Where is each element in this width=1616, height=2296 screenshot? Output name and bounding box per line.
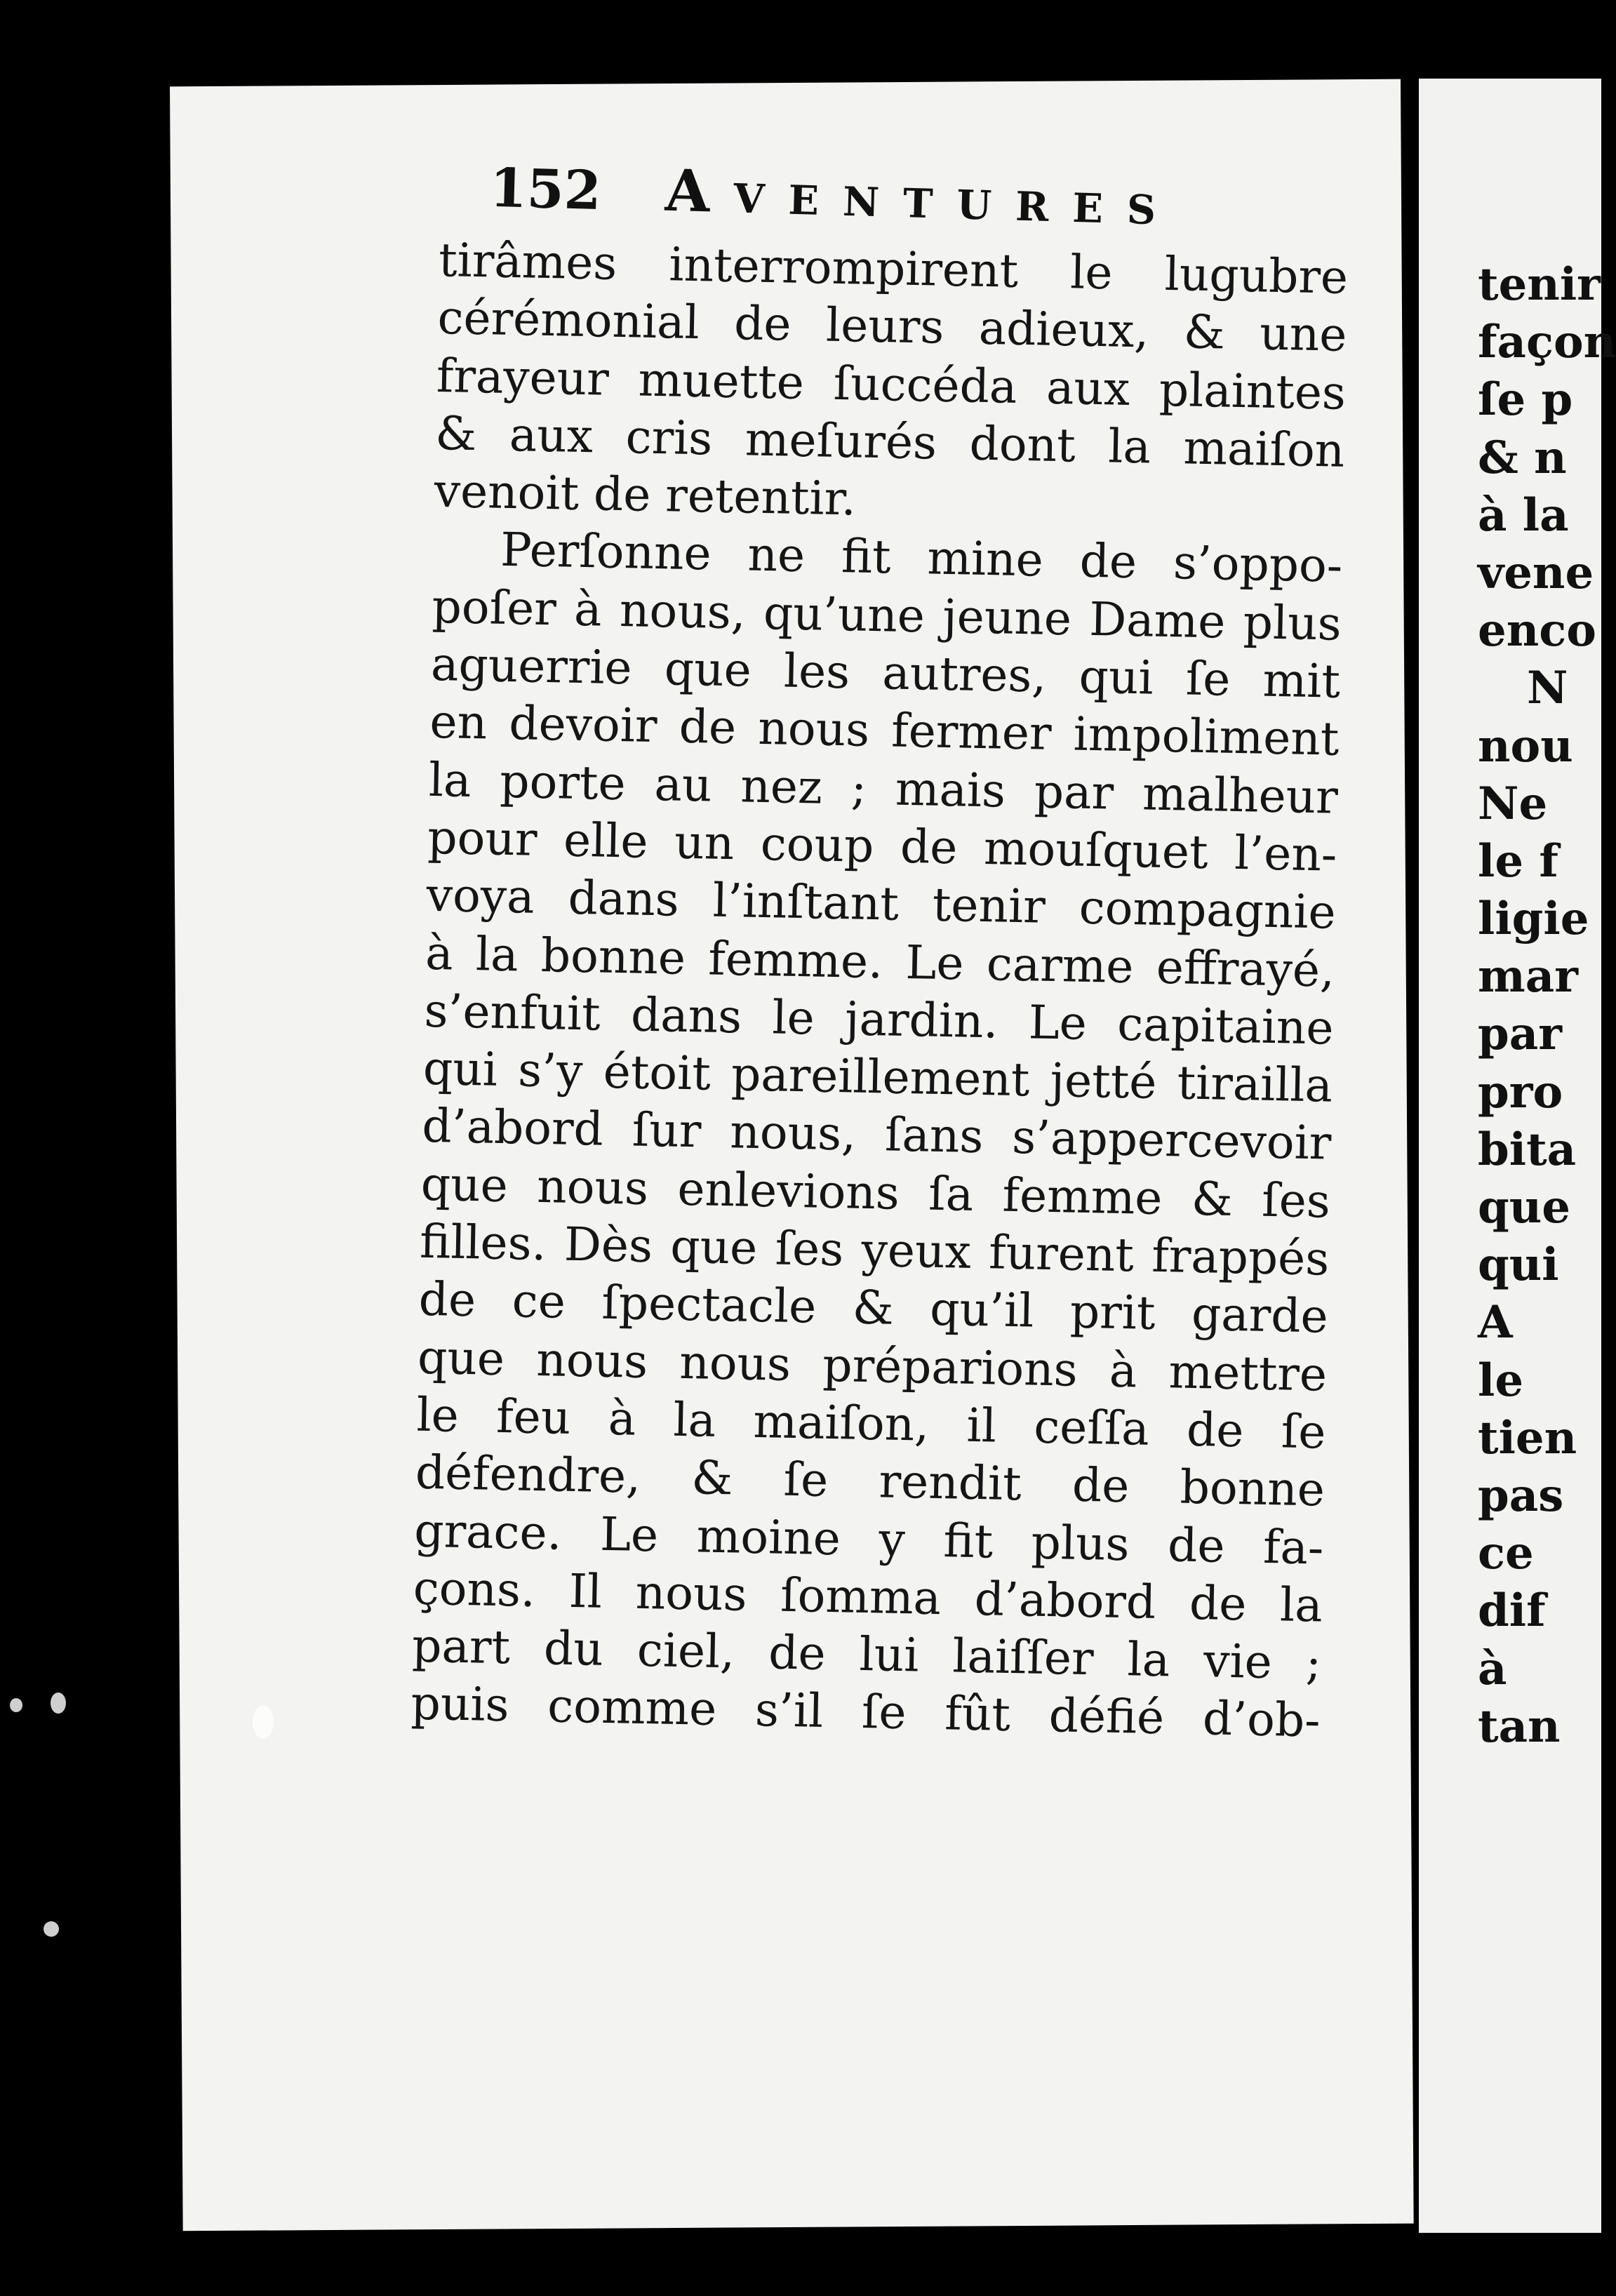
text-line: puis comme s’il ſe fût défié d’ob- [410, 1676, 1321, 1748]
facing-line: façon [1478, 316, 1616, 369]
text-line: çons. Il nous ſomma d’abord de la [413, 1561, 1323, 1633]
facing-line: tan [1478, 1700, 1561, 1753]
facing-line: Ne [1478, 777, 1548, 830]
scan-speck [10, 1698, 22, 1712]
text-line: & aux cris meſurés dont la maiſon [434, 406, 1345, 478]
text-line: Perſonne ne fit mine de s’oppo- [500, 523, 1343, 594]
text-line: défendre, & ſe rendit de bonne [415, 1445, 1325, 1517]
facing-line: le [1478, 1354, 1524, 1407]
facing-line: tenir [1478, 258, 1601, 311]
text-line: que nous enlevions ſa femme & ſes [420, 1156, 1331, 1229]
text-line: part du ciel, de lui laiſſer la vie ; [411, 1618, 1322, 1690]
facing-page-text [1478, 256, 1616, 1756]
facing-line: ligie [1478, 893, 1589, 946]
facing-line: tien [1478, 1411, 1577, 1464]
page-number: 152 [488, 156, 602, 222]
facing-line: à [1478, 1642, 1507, 1695]
body-text [410, 232, 1349, 1750]
text-line: le feu à la maiſon, il ceſſa de ſe [415, 1387, 1327, 1460]
facing-line: A [1478, 1296, 1513, 1349]
text-line: voya dans l’inſtant tenir compagnie [426, 868, 1337, 940]
facing-line: enco [1478, 604, 1596, 658]
text-line: cérémonial de leurs adieux, & une [436, 291, 1348, 363]
text-line: pour elle un coup de mouſquet l’en- [427, 810, 1337, 882]
facing-line: qui [1478, 1239, 1559, 1292]
text-line: grace. Le moine y fit plus de fa- [413, 1503, 1324, 1575]
facing-line: nou [1478, 719, 1573, 773]
text-line: à la bonne femme. Le carme effrayé, [425, 926, 1335, 998]
text-line: frayeur muette ſuccéda aux plaintes [436, 348, 1347, 420]
facing-line: ce [1478, 1527, 1534, 1580]
facing-line: & n [1478, 431, 1567, 484]
text-line: aguerrie que les autres, qui ſe mit [430, 636, 1341, 709]
text-line: la porte au nez ; mais par malheur [428, 752, 1339, 825]
facing-line: bita [1478, 1123, 1577, 1176]
facing-line: pas [1478, 1469, 1564, 1522]
running-title: Aventures [664, 156, 1181, 239]
text-line: poſer à nous, qu’une jeune Dame plus [432, 579, 1342, 651]
text-line: en devoir de nous fermer impoliment [429, 695, 1340, 767]
scan-speck [44, 1921, 59, 1937]
text-line: d’abord ſur nous, ſans s’appercevoir [421, 1099, 1333, 1171]
scan-speck [51, 1693, 66, 1714]
facing-line: ſe p [1478, 373, 1573, 427]
facing-line: pro [1478, 1065, 1563, 1119]
text-line: que nous nous préparions à mettre [417, 1330, 1328, 1402]
scan-speck [253, 1705, 274, 1739]
text-line: venoit de retentir. [434, 464, 857, 526]
facing-line: vene [1478, 546, 1594, 599]
text-line: de ce ſpectacle & qu’il prit garde [418, 1272, 1329, 1344]
facing-line: par [1478, 1008, 1562, 1061]
facing-line: N [1527, 662, 1568, 715]
facing-line: mar [1478, 950, 1578, 1003]
text-line: filles. Dès que ſes yeux furent frappés [419, 1214, 1330, 1286]
text-line: s’enfuit dans le jardin. Le capitaine [423, 983, 1335, 1055]
text-line: tirâmes interrompirent le lugubre [438, 232, 1349, 305]
facing-line: le f [1478, 834, 1558, 888]
text-line: qui s’y étoit pareillement jetté tirailla [422, 1041, 1333, 1113]
facing-line: que [1478, 1181, 1570, 1234]
facing-line: dif [1478, 1584, 1546, 1638]
facing-line: à la [1478, 488, 1569, 542]
